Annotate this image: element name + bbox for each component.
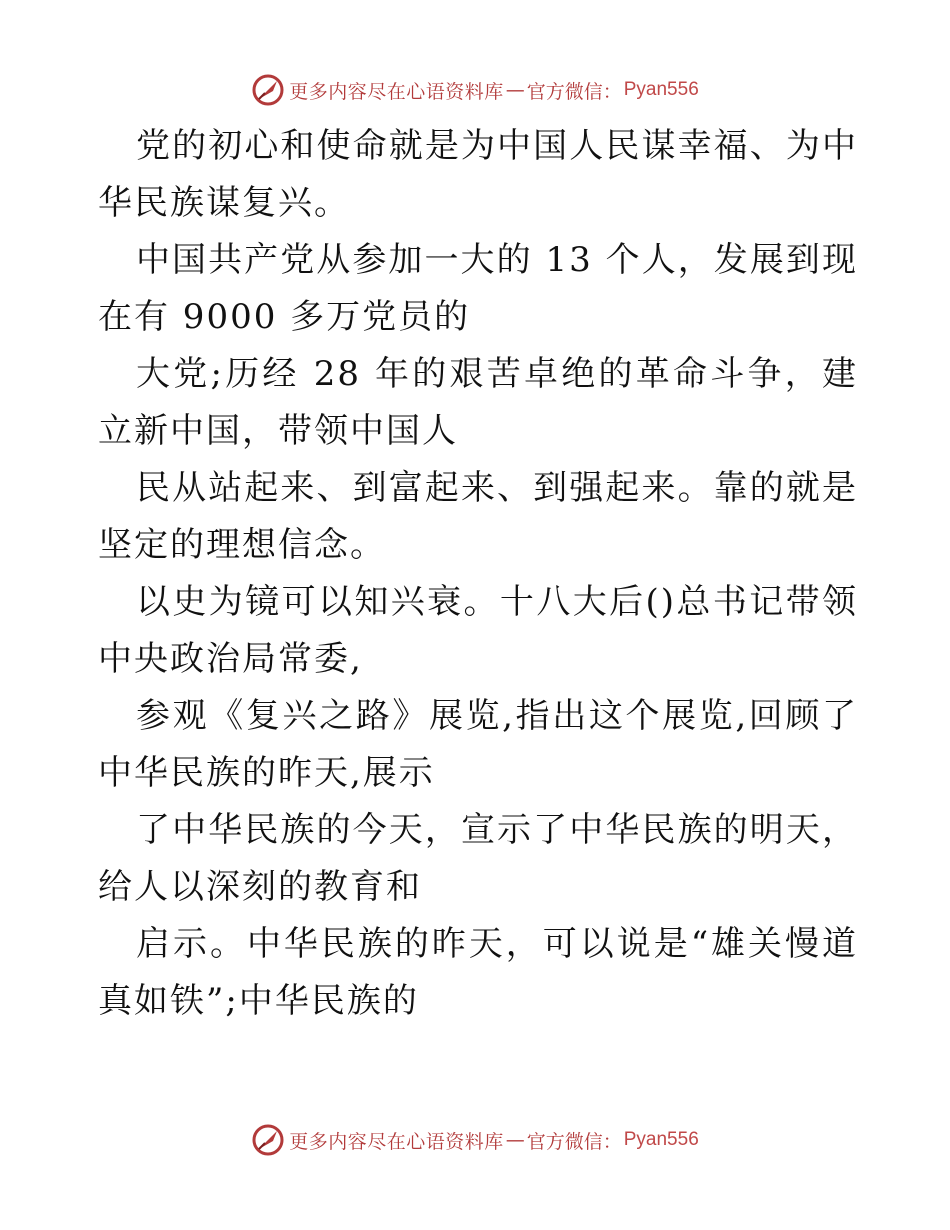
header-banner [0,70,950,110]
banner-separator: — [505,79,525,101]
wechat-label: 官方微信： [526,80,622,103]
quill-logo-icon [251,73,285,107]
paragraph: 大党;历经 28 年的艰苦卓绝的革命斗争，建立新中国，带领中国人 [98,354,858,451]
library-text: 更多内容尽在心语资料库 [289,80,504,103]
paragraph: 民从站起来、到富起来、到强起来。靠的就是坚定的理想信念。 [98,468,858,565]
footer-banner [0,1120,950,1160]
wechat-id: Pyan556 [623,79,699,100]
banner-separator: — [505,1129,525,1151]
quill-logo-icon [251,1123,285,1157]
document-body [98,118,858,1030]
paragraph: 中国共产党从参加一大的 13 个人，发展到现在有 9000 多万党员的 [98,240,858,337]
wechat-id: Pyan556 [623,1129,699,1150]
paragraph: 参观《复兴之路》展览,指出这个展览,回顾了中华民族的昨天,展示 [98,696,858,793]
paragraph: 启示。中华民族的昨天，可以说是“雄关慢道真如铁”;中华民族的 [98,924,858,1021]
library-text: 更多内容尽在心语资料库 [289,1130,504,1153]
wechat-label: 官方微信： [526,1130,622,1153]
paragraph: 了中华民族的今天，宣示了中华民族的明天，给人以深刻的教育和 [98,810,858,907]
paragraph: 党的初心和使命就是为中国人民谋幸福、为中华民族谋复兴。 [98,126,858,223]
paragraph: 以史为镜可以知兴衰。十八大后()总书记带领中央政治局常委, [98,582,858,679]
